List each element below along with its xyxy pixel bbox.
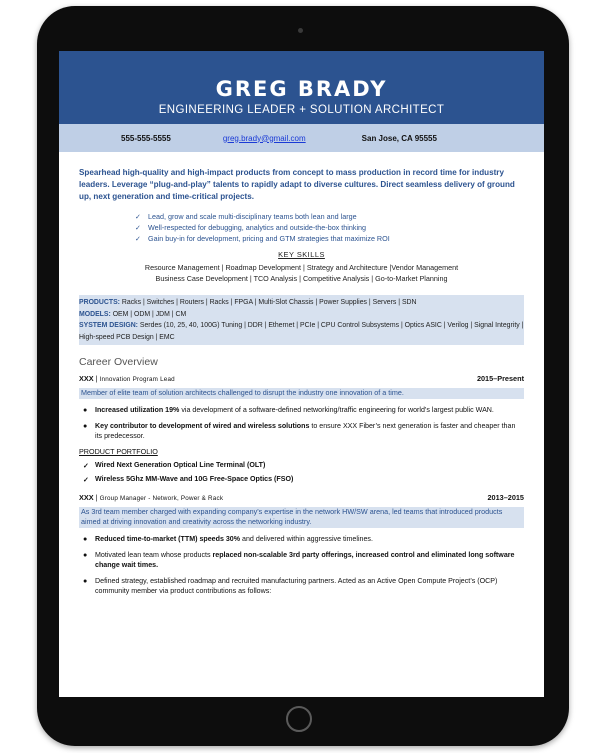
role-header: XXX | Innovation Program Lead 2015–Present [79,374,524,384]
bullet-icon: ● [83,421,88,430]
resume-header [59,51,544,124]
check-icon: ✓ [135,234,142,243]
bullet-icon: ● [83,576,88,585]
key-skills-list [59,262,544,284]
contact-bar [59,124,544,152]
check-icon: ✓ [83,461,89,470]
skills-line: Business Case Development | TCO Analysis | Competitive Analysis | Go-to-Market Planning [155,274,448,283]
technical-skills-box [79,295,524,345]
role-title: Innovation Program Lead [99,376,175,384]
models-line: MODELS: OEM | ODM | JDM | CM [79,310,187,318]
phone-number: 555-555-5555 [121,133,171,143]
list-item: ✓ Gain buy-in for development, pricing and GTM strategies that maximize ROI [135,234,390,243]
products-line: PRODUCTS: Racks | Switches | Routers | Racks | FPGA | Multi-Slot Chassis | Power Supplies | Servers | SDN [79,299,417,306]
location: San Jose, CA 95555 [361,133,437,143]
list-item: ● Key contributor to development of wired and wireless solutions to ensure XXX Fiber’s next generation is faster and cheaper than its predecessor. [83,421,516,440]
role-dates: 2015–Present [476,374,524,384]
check-icon: ✓ [83,475,89,484]
bullet-icon: ● [83,405,88,414]
list-item: ✓ Wireless 5Ghz MM-Wave and 10G Free-Space Optics (FSO) [83,474,294,484]
system-design-line: SYSTEM DESIGN: Serdes (10, 25, 40, 100G) Tuning | DDR | Ethernet | PCIe | CPU Control Subsystems | Optics ASIC | Verilog | Signal Integrity | High-speed PCB Design | EMC [79,322,524,341]
career-overview-heading: Career Overview [79,356,158,369]
camera-icon [298,28,303,33]
role-highlight: As 3rd team member charged with expanding company’s expertise in the network HW/SW arena, led teams that introduced products aimed at driving innovation and creativity across the networking industry. [79,507,524,528]
check-icon: ✓ [135,212,142,221]
company-name: XXX [79,374,94,384]
role-dates: 2013–2015 [487,492,524,502]
company-name: XXX [79,492,94,502]
skills-line: Resource Management | Roadmap Development | Strategy and Architecture |Vendor Management [144,263,459,272]
check-icon: ✓ [135,223,142,232]
role-highlight: Member of elite team of solution architects challenged to disrupt the industry one innovation of a time. [79,388,524,399]
list-item: ● Defined strategy, established roadmap and recruited manufacturing partners. Acted as an Active Open Compute Project’s (OCP) community member via product contributions as follows: [83,576,498,595]
list-item: ● Increased utilization 19% via development of a software-defined networking/traffic engineering for world’s largest public WAN. [83,405,494,414]
resume-document [59,51,544,697]
key-skills-heading: KEY SKILLS [278,250,325,259]
email-link[interactable]: greg.brady@gmail.com [222,133,306,143]
list-item: ● Motivated lean team whose products replaced non-scalable 3rd party offerings, increased control and eliminated long software change wait times. [83,550,515,569]
candidate-name: GREG BRADY [215,77,388,101]
list-item: ✓ Wired Next Generation Optical Line Terminal (OLT) [83,460,266,470]
highlights-list [135,211,544,244]
role-header: XXX | Group Manager - Network, Power & Rack 2013–2015 [79,492,524,502]
summary-text: Spearhead high-quality and high-impact products from concept to mass production in record time for industry leaders. Leverage “plug-and-play” talents to rapidly adapt to diverse cultures. Direct seamless delivery of ground up, next generation and time-critical projects. [79,168,515,201]
product-portfolio-heading: PRODUCT PORTFOLIO [79,446,158,456]
list-item: ✓ Lead, grow and scale multi-disciplinary teams both lean and large [135,212,357,221]
bullet-icon: ● [83,550,88,559]
list-item: ● Reduced time-to-market (TTM) speeds 30% and delivered within aggressive timelines. [83,534,373,543]
home-button[interactable] [286,706,312,732]
list-item: ✓ Well-respected for debugging, analytics and outside-the-box thinking [135,223,367,232]
candidate-title: ENGINEERING LEADER + SOLUTION ARCHITECT [158,104,445,116]
bullet-icon: ● [83,534,88,543]
role-title: Group Manager - Network, Power & Rack [99,494,224,502]
